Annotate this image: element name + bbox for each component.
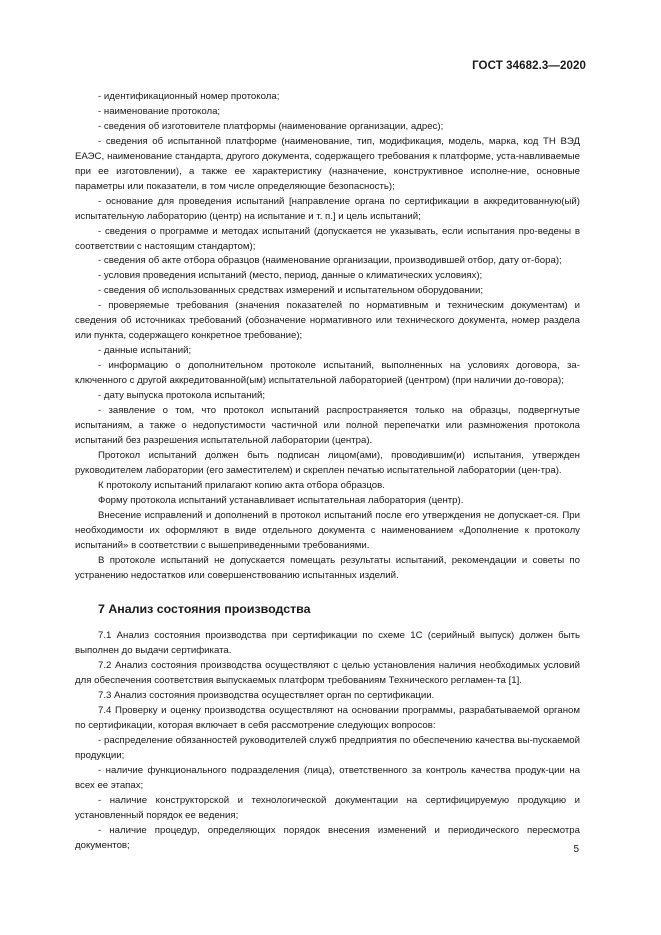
- paragraph: 7.4 Проверку и оценку производства осуществляют на основании программы, разрабатываемой органом по сертификации, которая включает в себя рассмотрение следующих вопросов:: [75, 705, 580, 732]
- paragraph: - информацию о дополнительном протоколе испытаний, выполненных на условиях договора, за-ключенного с другой аккредитованной(ым) испытательной лабораторией (центром) (при наличии до-говора);: [75, 360, 580, 387]
- document-code: ГОСТ 34682.3—2020: [472, 60, 586, 72]
- paragraph: - основание для проведения испытаний [направление органа по сертификации в аккредитованную(ый) испытательную лабораторию (центр) на испытание и т. п.] и цель испытаний;: [75, 195, 580, 222]
- page-number: 5: [573, 844, 579, 855]
- paragraph: 7.1 Анализ состояния производства при сертификации по схеме 1С (серийный выпуск) должен быть выполнен до выдачи сертификата.: [75, 630, 580, 657]
- document-body: [75, 90, 580, 854]
- paragraph: - сведения о программе и методах испытаний (допускается не указывать, если испытания про-ведены в соответствии с настоящим стандартом);: [75, 225, 580, 252]
- paragraph: - наличие процедур, определяющих порядок внесения изменений и периодического пересмотра документов;: [75, 824, 580, 851]
- paragraph: - наличие конструкторской и технологической документации на сертифицируемую продукцию и установленный порядок ее ведения;: [75, 794, 580, 821]
- paragraph: - наличие функционального подразделения (лица), ответственного за контроль качества продук-ции на всех ее этапах;: [75, 765, 580, 791]
- paragraph: - распределение обязанностей руководителей служб предприятия по обеспечению качества вы-пускаемой продукции;: [75, 735, 580, 762]
- paragraph: Внесение исправлений и дополнений в протокол испытаний после его утверждения не допускает-ся. При необходимости их оформляют в виде отдельного документа с наименованием «Дополнение к протоколу испытаний» в соответствии с вышеприведенными требованиями.: [75, 509, 580, 551]
- paragraph: - сведения об акте отбора образцов (наименование организации, производившей отбор, дату от-бора);: [98, 255, 562, 267]
- paragraph: Форму протокола испытаний устанавливает испытательная лаборатория (центр).: [98, 494, 464, 506]
- paragraph: - дату выпуска протокола испытаний;: [98, 390, 266, 402]
- paragraph: 7.3 Анализ состояния производства осуществляет орган по сертификации.: [98, 690, 435, 702]
- paragraph: - сведения об использованных средствах измерений и испытательном оборудовании;: [98, 285, 484, 297]
- paragraph: - заявление о том, что протокол испытаний распространяется только на образцы, подвергнутые испытаниям, а также о недопустимости частичной или полной перепечатки или размножения протокола испытаний без разрешения испытательной лаборатории (центра).: [75, 405, 580, 446]
- section-heading: 7 Анализ состояния производства: [98, 602, 311, 617]
- paragraph: - идентификационный номер протокола;: [98, 91, 280, 102]
- paragraph: - проверяемые требования (значения показателей по нормативным и техническим документам) и сведения об источниках требований (обозначение нормативного или технического документа, номер раздела или пункта, содержащего конкретное требование);: [75, 300, 580, 342]
- paragraph: Протокол испытаний должен быть подписан лицом(ами), проводившим(и) испытания, утвержден руководителем лаборатории (его заместителем) и скреплен печатью испытательной лаборатории (цен-тра).: [75, 449, 580, 476]
- paragraph: 7.2 Анализ состояния производства осуществляют с целью установления наличия необходимых условий для обеспечения соответствия выпускаемых платформ требованиям Технического регламен-та [1].: [75, 660, 580, 687]
- paragraph: - сведения об изготовителе платформы (наименование организации, адрес);: [98, 120, 444, 132]
- paragraph: - сведения об испытанной платформе (наименование, тип, модификация, модель, марка, код ТН ВЭД ЕАЭС, наименование стандарта, другого документа, содержащего требования к платформе, уста-навливаемые при ее изготовлении), а также ее характеристику (назначение, конструктивное исполне-ние, основные параметры или показатели, в том числе определяющие безопасность);: [75, 135, 580, 192]
- paragraph: - данные испытаний;: [98, 345, 192, 357]
- paragraph: - наименование протокола;: [98, 105, 221, 117]
- paragraph: В протоколе испытаний не допускается помещать результаты испытаний, рекомендации и советы по устранению недостатков или совершенствованию испытанных изделий.: [75, 554, 580, 581]
- paragraph: - условия проведения испытаний (место, период, данные о климатических условиях);: [98, 270, 483, 282]
- paragraph: К протоколу испытаний прилагают копию акта отбора образцов.: [98, 479, 385, 491]
